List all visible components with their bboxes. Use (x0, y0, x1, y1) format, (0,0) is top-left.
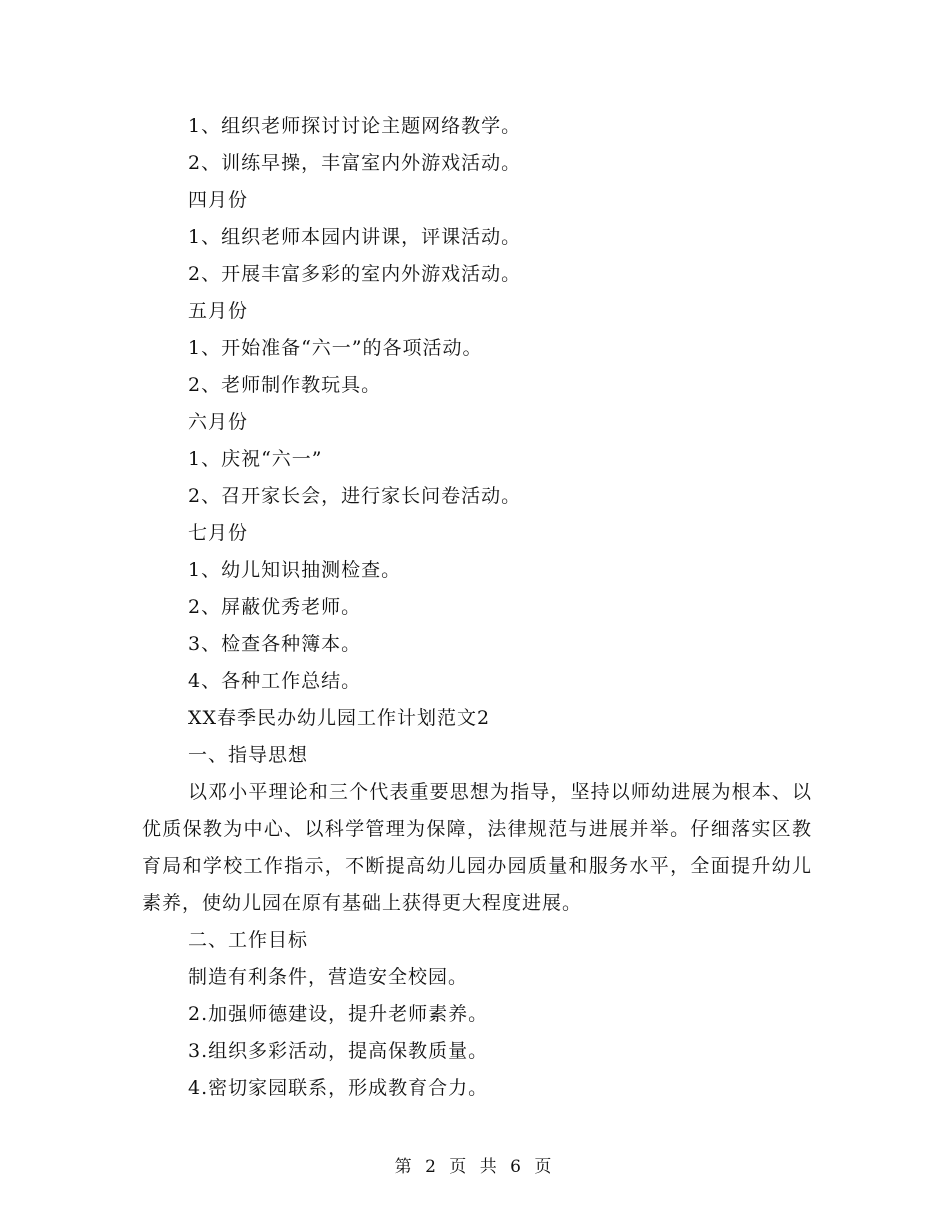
text-line: 1、组织老师探讨讨论主题网络教学。 (188, 115, 522, 137)
page-footer: 第 2 页 共 6 页 (394, 1157, 556, 1177)
text-line: 1、开始准备“六一”的各项活动。 (188, 337, 483, 359)
text-line: 4、各种工作总结。 (188, 670, 362, 692)
text-line: 2、召开家长会，进行家长问卷活动。 (188, 485, 522, 507)
text-line: 3、检查各种簿本。 (188, 633, 362, 655)
text-line: 2、训练早操，丰富室内外游戏活动。 (188, 152, 522, 174)
text-line: 4.密切家园联系，形成教育合力。 (188, 1077, 489, 1099)
text-line: 1、庆祝“六一” (188, 448, 323, 470)
section-heading-april: 四月份 (188, 189, 249, 211)
text-line: 1、幼儿知识抽测检查。 (188, 559, 402, 581)
document-title: XX春季民办幼儿园工作计划范文2 (188, 707, 491, 729)
text-line: 3.组织多彩活动，提高保教质量。 (188, 1040, 489, 1062)
text-line: 2、开展丰富多彩的室内外游戏活动。 (188, 263, 522, 285)
section-heading-june: 六月份 (188, 411, 249, 433)
document-body (142, 108, 812, 1107)
text-line: 2、老师制作教玩具。 (188, 374, 382, 396)
section-heading-work-goals: 二、工作目标 (188, 929, 309, 951)
body-paragraph: 以邓小平理论和三个代表重要思想为指导，坚持以师幼进展为根本、以优质保教为中心、以科学管理为保障，法律规范与进展并举。仔细落实区教育局和学校工作指示，不断提高幼儿园办园质量和服务水平，全面提升幼儿素养，使幼儿园在原有基础上获得更大程度进展。 (142, 781, 812, 914)
section-heading-july: 七月份 (188, 522, 249, 544)
text-line: 制造有利条件，营造安全校园。 (188, 966, 469, 988)
text-line: 1、组织老师本园内讲课，评课活动。 (188, 226, 522, 248)
text-line: 2.加强师德建设，提升老师素养。 (188, 1003, 489, 1025)
text-line: 2、屏蔽优秀老师。 (188, 596, 362, 618)
section-heading-guiding-ideology: 一、指导思想 (188, 744, 309, 766)
section-heading-may: 五月份 (188, 300, 249, 322)
